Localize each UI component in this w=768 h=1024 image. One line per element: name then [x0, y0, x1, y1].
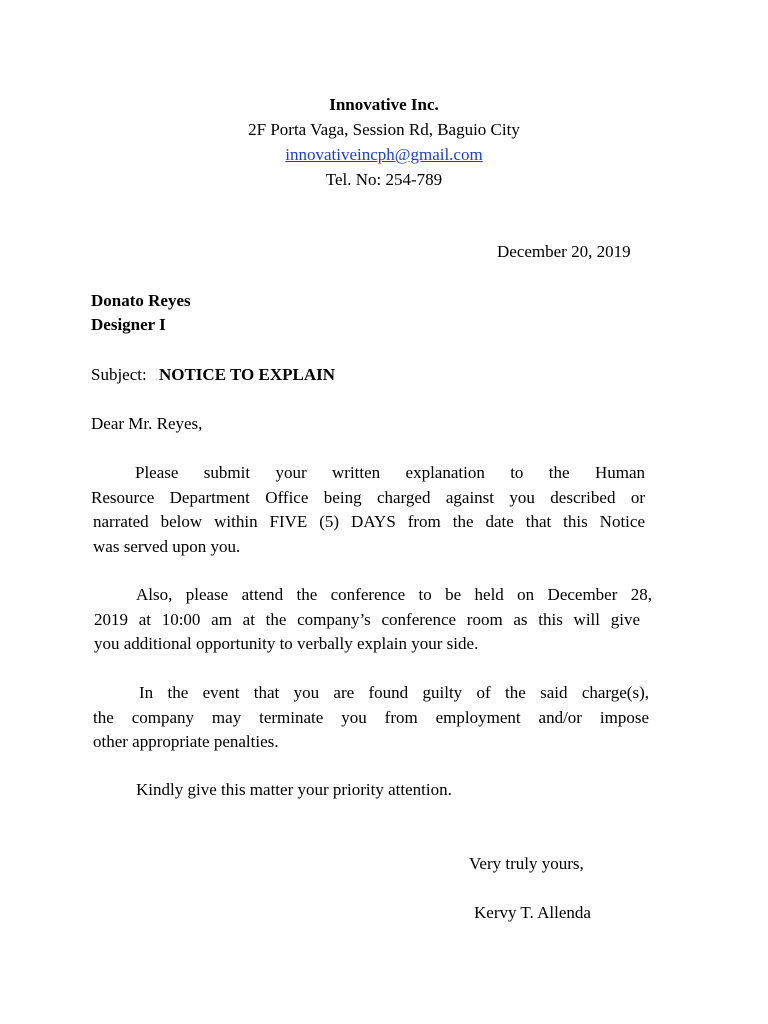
valediction: Very truly yours,: [469, 854, 584, 873]
subject-line: [91, 365, 335, 385]
paragraph-line: narrated below within FIVE (5) DAYS from the date that this Notice: [93, 512, 645, 531]
body-paragraph-4: Kindly give this matter your priority attention.: [136, 780, 452, 799]
body-paragraph-1: [91, 461, 645, 559]
company-address: 2F Porta Vaga, Session Rd, Baguio City: [248, 120, 520, 139]
paragraph-line: Resource Department Office being charged against you described or: [91, 487, 645, 507]
paragraph-line: you additional opportunity to verbally explain your side.: [94, 634, 479, 653]
paragraph-line: Please submit your written explanation to the Human: [135, 463, 645, 482]
paragraph-line: 2019 at 10:00 am at the company’s conference room as this will give: [94, 609, 640, 629]
salutation: Dear Mr. Reyes,: [91, 414, 203, 433]
recipient-name: Donato Reyes: [91, 291, 191, 310]
body-paragraph-2: [92, 583, 652, 657]
company-email-row: [0, 145, 768, 165]
recipient-position: Designer I: [91, 315, 166, 334]
paragraph-line: was served upon you.: [93, 536, 241, 556]
letter-date: December 20, 2019: [497, 242, 631, 261]
body-paragraph-3: [93, 681, 649, 755]
paragraph-line: other appropriate penalties.: [93, 732, 279, 751]
paragraph-line: Also, please attend the conference to be held on December 28,: [136, 585, 652, 604]
company-telephone: Tel. No: 254-789: [325, 170, 443, 189]
company-email-link[interactable]: innovativeincph@gmail.com: [285, 145, 483, 164]
subject-label: Subject:: [91, 365, 147, 384]
signatory-name: Kervy T. Allenda: [474, 903, 591, 922]
paragraph-line: In the event that you are found guilty of the said charge(s),: [139, 683, 649, 702]
subject-text: NOTICE TO EXPLAIN: [158, 365, 335, 384]
company-name: Innovative Inc.: [329, 95, 439, 114]
paragraph-line: the company may terminate you from employment and/or impose: [93, 707, 649, 727]
